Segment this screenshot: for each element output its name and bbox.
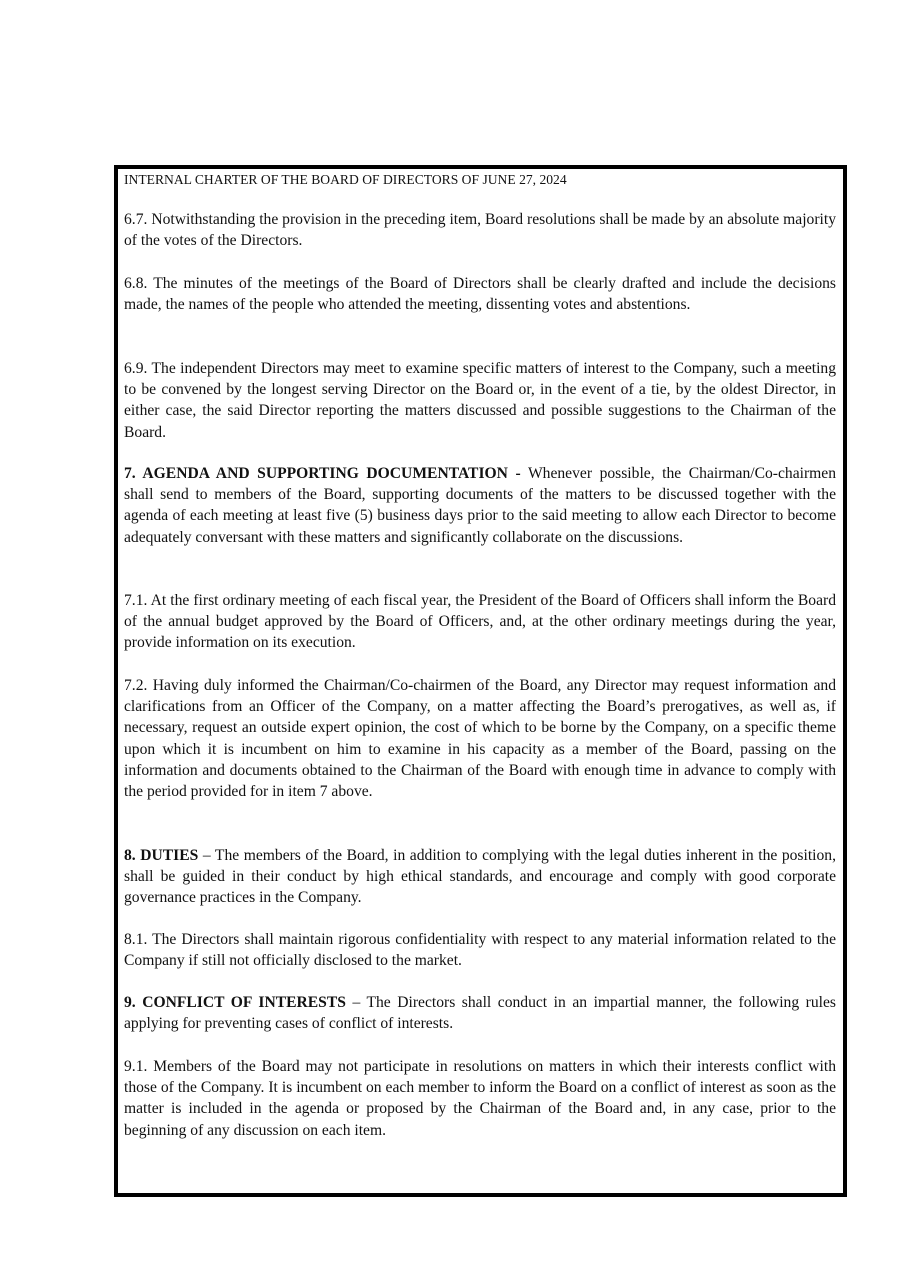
paragraph-8-duties: 8. DUTIES – The members of the Board, in addition to complying with the legal duties inherent in the position, shall be guided in their conduct by high ethical standards, and encourage and comply with good corporate governance practices in the Company. [124,847,836,907]
paragraph-8-1: 8.1. The Directors shall maintain rigorous confidentiality with respect to any material information related to the Company if still not officially disclosed to the market. [124,931,836,970]
section-heading-9: 9. CONFLICT OF INTERESTS [124,994,346,1011]
paragraph-9-conflict: 9. CONFLICT OF INTERESTS – The Directors shall conduct in an impartial manner, the following rules applying for preventing cases of conflict of interests. [124,994,836,1033]
document-header: INTERNAL CHARTER OF THE BOARD OF DIRECTORS OF JUNE 27, 2024 [124,172,567,187]
paragraph-6-7: 6.7. Notwithstanding the provision in the preceding item, Board resolutions shall be made by an absolute majority of the votes of the Directors. [124,211,836,250]
paragraph-7-agenda: 7. AGENDA AND SUPPORTING DOCUMENTATION - Whenever possible, the Chairman/Co-chairmen shall send to members of the Board, supporting documents of the matters to be discussed together with the agenda of each meeting at least five (5) business days prior to the said meeting to allow each Director to become adequately conversant with these matters and significantly collaborate on the discussions. [124,465,836,546]
paragraph-6-9: 6.9. The independent Directors may meet to examine specific matters of interest to the Company, such a meeting to be convened by the longest serving Director on the Board or, in the event of a tie, by the oldest Director, in either case, the said Director reporting the matters discussed and possible suggestions to the Chairman of the Board. [124,360,836,441]
section-heading-7: 7. AGENDA AND SUPPORTING DOCUMENTATION - [124,465,521,482]
paragraph-9-1: 9.1. Members of the Board may not participate in resolutions on matters in which their interests conflict with those of the Company. It is incumbent on each member to inform the Board on a conflict of interest as soon as the matter is included in the agenda or proposed by the Chairman of the Board and, in any case, prior to the beginning of any discussion on each item. [124,1058,836,1139]
section-heading-8: 8. DUTIES [124,847,199,864]
paragraph-6-8: 6.8. The minutes of the meetings of the Board of Directors shall be clearly drafted and include the decisions made, the names of the people who attended the meeting, dissenting votes and abstentions. [124,275,836,314]
paragraph-7-2: 7.2. Having duly informed the Chairman/Co-chairmen of the Board, any Director may request information and clarifications from an Officer of the Company, on a matter affecting the Board’s prerogatives, as well as, if necessary, request an outside expert opinion, the cost of which to be borne by the Company, on a specific theme upon which it is incumbent on him to examine in his capacity as a member of the Board, passing on the information and documents obtained to the Chairman of the Board with enough time in advance to comply with the period provided for in item 7 above. [124,677,836,801]
paragraph-7-1: 7.1. At the first ordinary meeting of each fiscal year, the President of the Board of Officers shall inform the Board of the annual budget approved by the Board of Officers, and, at the other ordinary meetings during the year, provide information on its execution. [124,592,836,652]
